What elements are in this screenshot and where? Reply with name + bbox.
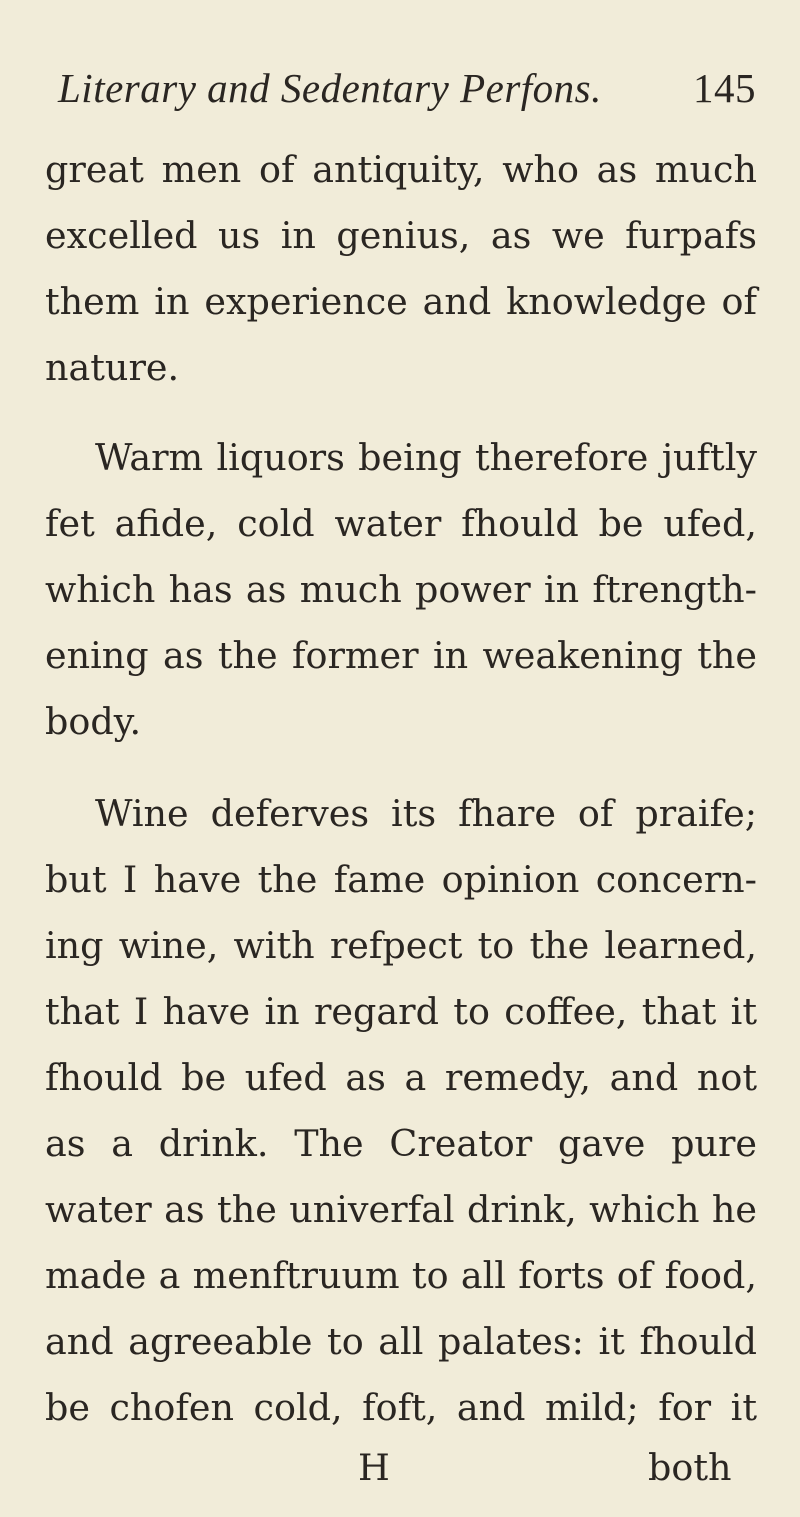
text-line: Wine deferves its fhare of praife; [95, 792, 757, 835]
text-line: made a menftruum to all forts of food, [45, 1254, 757, 1297]
text-line: and agreeable to all palates: it fhould [45, 1320, 757, 1363]
catchword: both [648, 1446, 732, 1489]
text-line: water as the univerfal drink, which he [45, 1188, 757, 1231]
text-line: ening as the former in weakening the [45, 634, 757, 677]
text-line: but I have the fame opinion concern- [45, 858, 757, 901]
text-line: that I have in regard to coffee, that it [45, 990, 757, 1033]
text-line: ing wine, with refpect to the learned, [45, 924, 757, 967]
text-line: great men of antiquity, who as much [45, 148, 757, 191]
text-line: which has as much power in ftrength- [45, 568, 757, 611]
text-line: Warm liquors being therefore juftly [95, 436, 757, 479]
page-number: 145 [693, 65, 756, 111]
text-line: nature. [45, 346, 180, 389]
text-line: be chofen cold, foft, and mild; for it [45, 1386, 757, 1429]
signature-mark: H [358, 1446, 390, 1489]
text-line: fet afide, cold water fhould be ufed, [45, 502, 757, 545]
text-line: as a drink. The Creator gave pure [45, 1122, 757, 1165]
running-head [0, 64, 800, 124]
text-line: them in experience and knowledge of [45, 280, 757, 323]
text-line: fhould be ufed as a remedy, and not [45, 1056, 757, 1099]
text-line: body. [45, 700, 142, 743]
text-line: excelled us in genius, as we furpafs [45, 214, 757, 257]
page-footer [0, 1440, 800, 1496]
running-head-title: Literary and Sedentary Perfons. [58, 65, 602, 111]
